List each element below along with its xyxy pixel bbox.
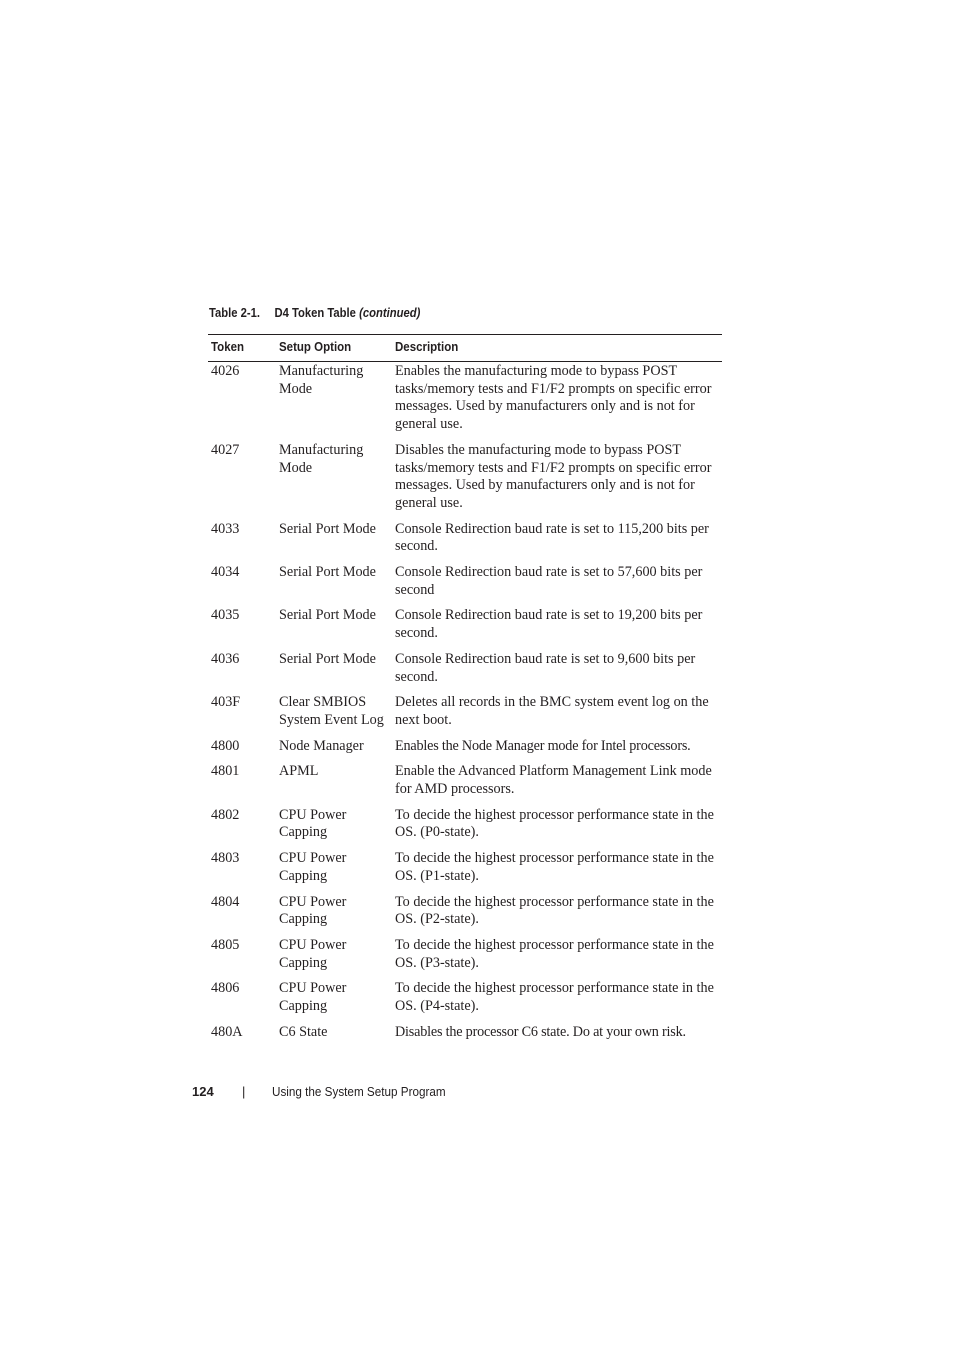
description-cell: Disables the processor C6 state. Do at your own risk. <box>395 1023 686 1040</box>
description-cell: To decide the highest processor performance state in the OS. (P4-state). <box>395 980 714 1015</box>
setup-option-cell: CPU Power Capping <box>279 806 347 841</box>
table-row <box>208 937 722 980</box>
table-row <box>208 442 722 521</box>
table-caption-title: D4 Token Table <box>274 306 356 320</box>
description-cell: To decide the highest processor performance state in the OS. (P0-state). <box>395 806 714 841</box>
table-row <box>208 763 722 806</box>
column-header-description: Description <box>392 335 722 362</box>
table-row <box>208 738 722 764</box>
token-cell: 4804 <box>211 893 240 910</box>
token-cell: 4801 <box>211 763 240 780</box>
token-cell: 4805 <box>211 936 240 953</box>
setup-option-cell: Serial Port Mode <box>279 607 376 624</box>
column-header-setup-option: Setup Option <box>276 335 392 362</box>
token-cell: 4027 <box>211 441 240 458</box>
token-cell: 4035 <box>211 607 240 624</box>
token-cell: 4802 <box>211 806 240 823</box>
setup-option-cell: Manufacturing Mode <box>279 363 364 397</box>
chapter-title: Using the System Setup Program <box>272 1084 446 1099</box>
table-header-row <box>208 335 722 362</box>
table-row <box>208 807 722 850</box>
table-caption-continued: (continued) <box>359 306 421 320</box>
table-row <box>208 894 722 937</box>
setup-option-cell: Serial Port Mode <box>279 564 376 581</box>
table-caption <box>209 306 420 320</box>
column-header-token: Token <box>208 335 276 362</box>
description-cell: Deletes all records in the BMC system event log on the next boot. <box>395 694 709 728</box>
setup-option-cell: Node Manager <box>279 737 364 754</box>
table-row <box>208 1024 722 1050</box>
setup-option-cell: Manufacturing Mode <box>279 441 364 476</box>
d4-token-table <box>208 334 722 1050</box>
description-cell: Enables the Node Manager mode for Intel processors. <box>395 737 691 754</box>
token-cell: 403F <box>211 694 241 711</box>
table-row <box>208 521 722 564</box>
token-cell: 4803 <box>211 850 240 867</box>
description-cell: To decide the highest processor performance state in the OS. (P1-state). <box>395 850 714 884</box>
setup-option-cell: Clear SMBIOS System Event Log <box>279 694 384 728</box>
description-cell: Enables the manufacturing mode to bypass POST tasks/memory tests and F1/F2 prompts on specific error messages. Used by manufacturers only and is not for general use. <box>395 363 712 433</box>
setup-option-cell: C6 State <box>279 1023 328 1040</box>
setup-option-cell: CPU Power Capping <box>279 893 347 928</box>
table-caption-label: Table 2-1. <box>209 306 261 320</box>
description-cell: Console Redirection baud rate is set to 115,200 bits per second. <box>395 520 709 555</box>
footer-separator: | <box>242 1084 246 1099</box>
token-cell: 480A <box>211 1023 243 1040</box>
setup-option-cell: Serial Port Mode <box>279 520 376 537</box>
token-cell: 4033 <box>211 520 240 537</box>
description-cell: Console Redirection baud rate is set to 57,600 bits per second <box>395 564 703 598</box>
setup-option-cell: Serial Port Mode <box>279 650 376 667</box>
setup-option-cell: CPU Power Capping <box>279 980 347 1015</box>
token-cell: 4034 <box>211 564 240 581</box>
setup-option-cell: APML <box>279 763 319 780</box>
table-row <box>208 362 722 442</box>
table-row <box>208 651 722 694</box>
description-cell: Console Redirection baud rate is set to 19,200 bits per second. <box>395 607 703 642</box>
description-cell: Console Redirection baud rate is set to 9,600 bits per second. <box>395 650 696 685</box>
description-cell: To decide the highest processor performance state in the OS. (P2-state). <box>395 893 714 928</box>
token-cell: 4806 <box>211 980 240 997</box>
setup-option-cell: CPU Power Capping <box>279 936 347 971</box>
token-cell: 4800 <box>211 737 240 754</box>
table-row <box>208 694 722 737</box>
table-row <box>208 607 722 650</box>
page-number: 124 <box>192 1084 214 1099</box>
description-cell: Disables the manufacturing mode to bypass POST tasks/memory tests and F1/F2 prompts on specific error messages. Used by manufacturers only and is not for general use. <box>395 441 712 511</box>
token-cell: 4036 <box>211 650 240 667</box>
description-cell: Enable the Advanced Platform Management Link mode for AMD processors. <box>395 763 712 798</box>
token-cell: 4026 <box>211 363 240 379</box>
table-row <box>208 980 722 1023</box>
description-cell: To decide the highest processor performance state in the OS. (P3-state). <box>395 936 714 971</box>
table-row <box>208 850 722 893</box>
setup-option-cell: CPU Power Capping <box>279 850 347 884</box>
table-row <box>208 564 722 607</box>
